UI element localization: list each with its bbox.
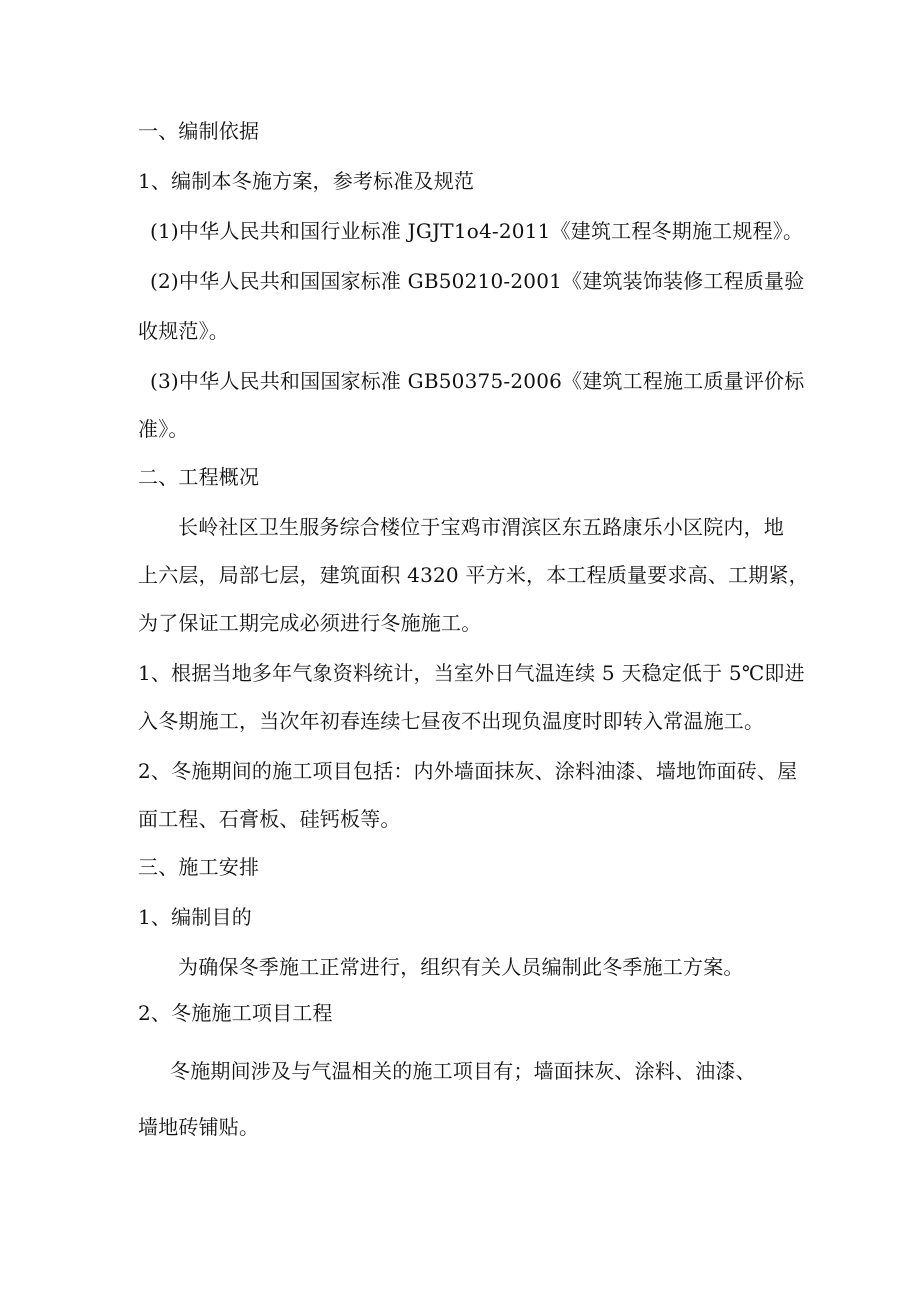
subheading-1-1: 1、编制本冬施方案，参考标准及规范 [138, 169, 475, 193]
section-heading-2: 二、工程概况 [138, 465, 260, 489]
reference-item-2: (2)中华人民共和国国家标准 GB50210-2001《建筑装饰装修工程质量验 [150, 269, 805, 293]
subheading-3-2: 2、冬施施工项目工程 [138, 1001, 333, 1025]
items-paragraph-line-1: 冬施期间涉及与气温相关的施工项目有；墙面抹灰、涂料、油漆、 [170, 1059, 756, 1083]
reference-item-3: (3)中华人民共和国国家标准 GB50375-2006《建筑工程施工质量评价标 [150, 369, 805, 393]
overview-item-1-line-1: 1、根据当地多年气象资料统计，当室外日气温连续 5 天稳定低于 5℃即进 [138, 661, 805, 685]
section-heading-3: 三、施工安排 [138, 855, 260, 879]
section-heading-1: 一、编制依据 [138, 119, 260, 143]
overview-paragraph-line-1: 长岭社区卫生服务综合楼位于宝鸡市渭滨区东五路康乐小区院内，地 [178, 515, 784, 539]
reference-item-1: (1)中华人民共和国行业标准 JGJT1o4-2011《建筑工程冬期施工规程》。 [150, 219, 804, 243]
overview-item-2-line-1: 2、冬施期间的施工项目包括：内外墙面抹灰、涂料油漆、墙地饰面砖、屋 [138, 759, 798, 783]
overview-item-2-line-2: 面工程、石膏板、硅钙板等。 [138, 807, 401, 831]
items-paragraph-line-2: 墙地砖铺贴。 [138, 1115, 260, 1139]
overview-item-1-line-2: 入冬期施工，当次年初春连续七昼夜不出现负温度时即转入常温施工。 [138, 709, 765, 733]
overview-paragraph-line-3: 为了保证工期完成必须进行冬施施工。 [138, 611, 482, 635]
subheading-3-1: 1、编制目的 [138, 905, 252, 929]
purpose-paragraph: 为确保冬季施工正常进行，组织有关人员编制此冬季施工方案。 [178, 955, 744, 979]
overview-paragraph-line-2: 上六层，局部七层，建筑面积 4320 平方米，本工程质量要求高、工期紧， [138, 563, 809, 587]
reference-item-2-cont: 收规范》。 [138, 319, 229, 343]
reference-item-3-cont: 准》。 [138, 417, 189, 441]
